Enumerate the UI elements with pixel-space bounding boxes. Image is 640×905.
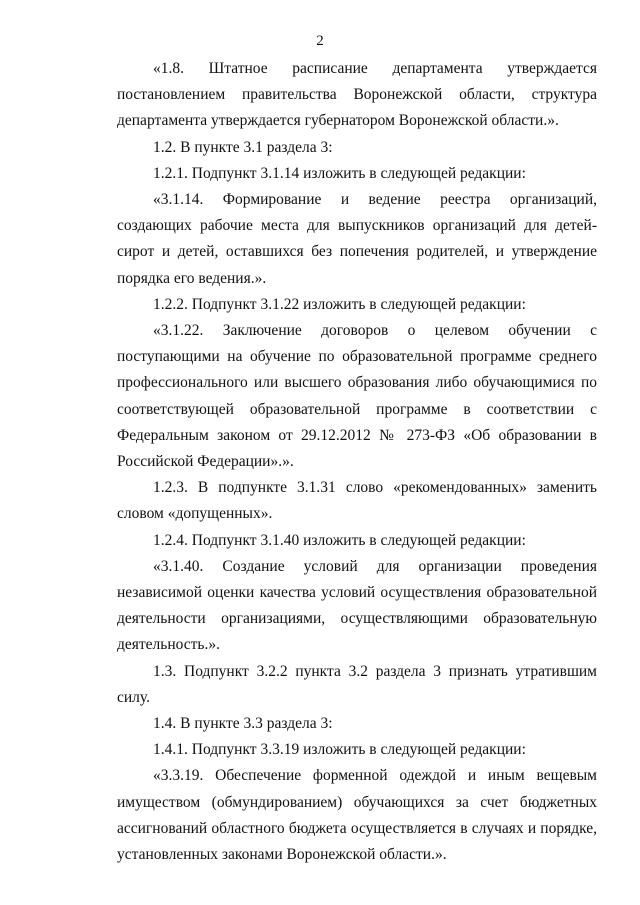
paragraph-1-4-1: 1.4.1. Подпункт 3.3.19 изложить в следующей редакции: (153, 741, 526, 759)
paragraph-1-4: 1.4. В пункте 3.3 раздела 3: (153, 715, 333, 733)
paragraph-1-3: 1.3. Подпункт 3.2.2 пункта 3.2 раздела 3 признать утратившим силу. (117, 662, 597, 706)
paragraph-3-3-19: «3.3.19. Обеспечение форменной одеждой и иным вещевым имуществом (обмундированием) обучающихся за счет бюджетных ассигнований областного бюджета осуществляется в случаях и порядке, установленных законами Воронежской области.». (117, 767, 597, 864)
paragraph-1-2-3: 1.2.3. В подпункте 3.1.31 слово «рекомендованных» заменить словом «допущенных». (117, 479, 597, 523)
paragraph-1-8: «1.8. Штатное расписание департамента утверждается постановлением правительства Воронежской области, структура департамента утверждается губернатором Воронежской области.». (117, 60, 597, 130)
paragraph-1-2-2: 1.2.2. Подпункт 3.1.22 изложить в следующей редакции: (153, 295, 526, 313)
paragraph-1-2: 1.2. В пункте 3.1 раздела 3: (153, 138, 333, 156)
paragraph-1-2-1: 1.2.1. Подпункт 3.1.14 изложить в следующей редакции: (153, 164, 526, 182)
paragraph-3-1-14: «3.1.14. Формирование и ведение реестра организаций, создающих рабочие места для выпускников организаций для детей-сирот и детей, оставшихся без попечения родителей, и утверждение порядка его ведения.». (117, 191, 597, 287)
paragraph-3-1-40: «3.1.40. Создание условий для организации проведения независимой оценки качества условий осуществления образовательной деятельности организациями, осуществляющими образовательную деятельность.». (117, 557, 597, 654)
paragraph-1-2-4: 1.2.4. Подпункт 3.1.40 изложить в следующей редакции: (153, 531, 526, 549)
document-body (117, 56, 597, 868)
page-number: 2 (316, 33, 324, 49)
paragraph-3-1-22: «3.1.22. Заключение договоров о целевом обучении с поступающими на обучение по образовательной программе среднего профессионального или высшего образования либо обучающимися по соответствующей образовательной программе в соответствии с Федеральным законом от 29.12.2012 № 273-ФЗ «Об образовании в Российской Федерации».». (117, 322, 597, 471)
